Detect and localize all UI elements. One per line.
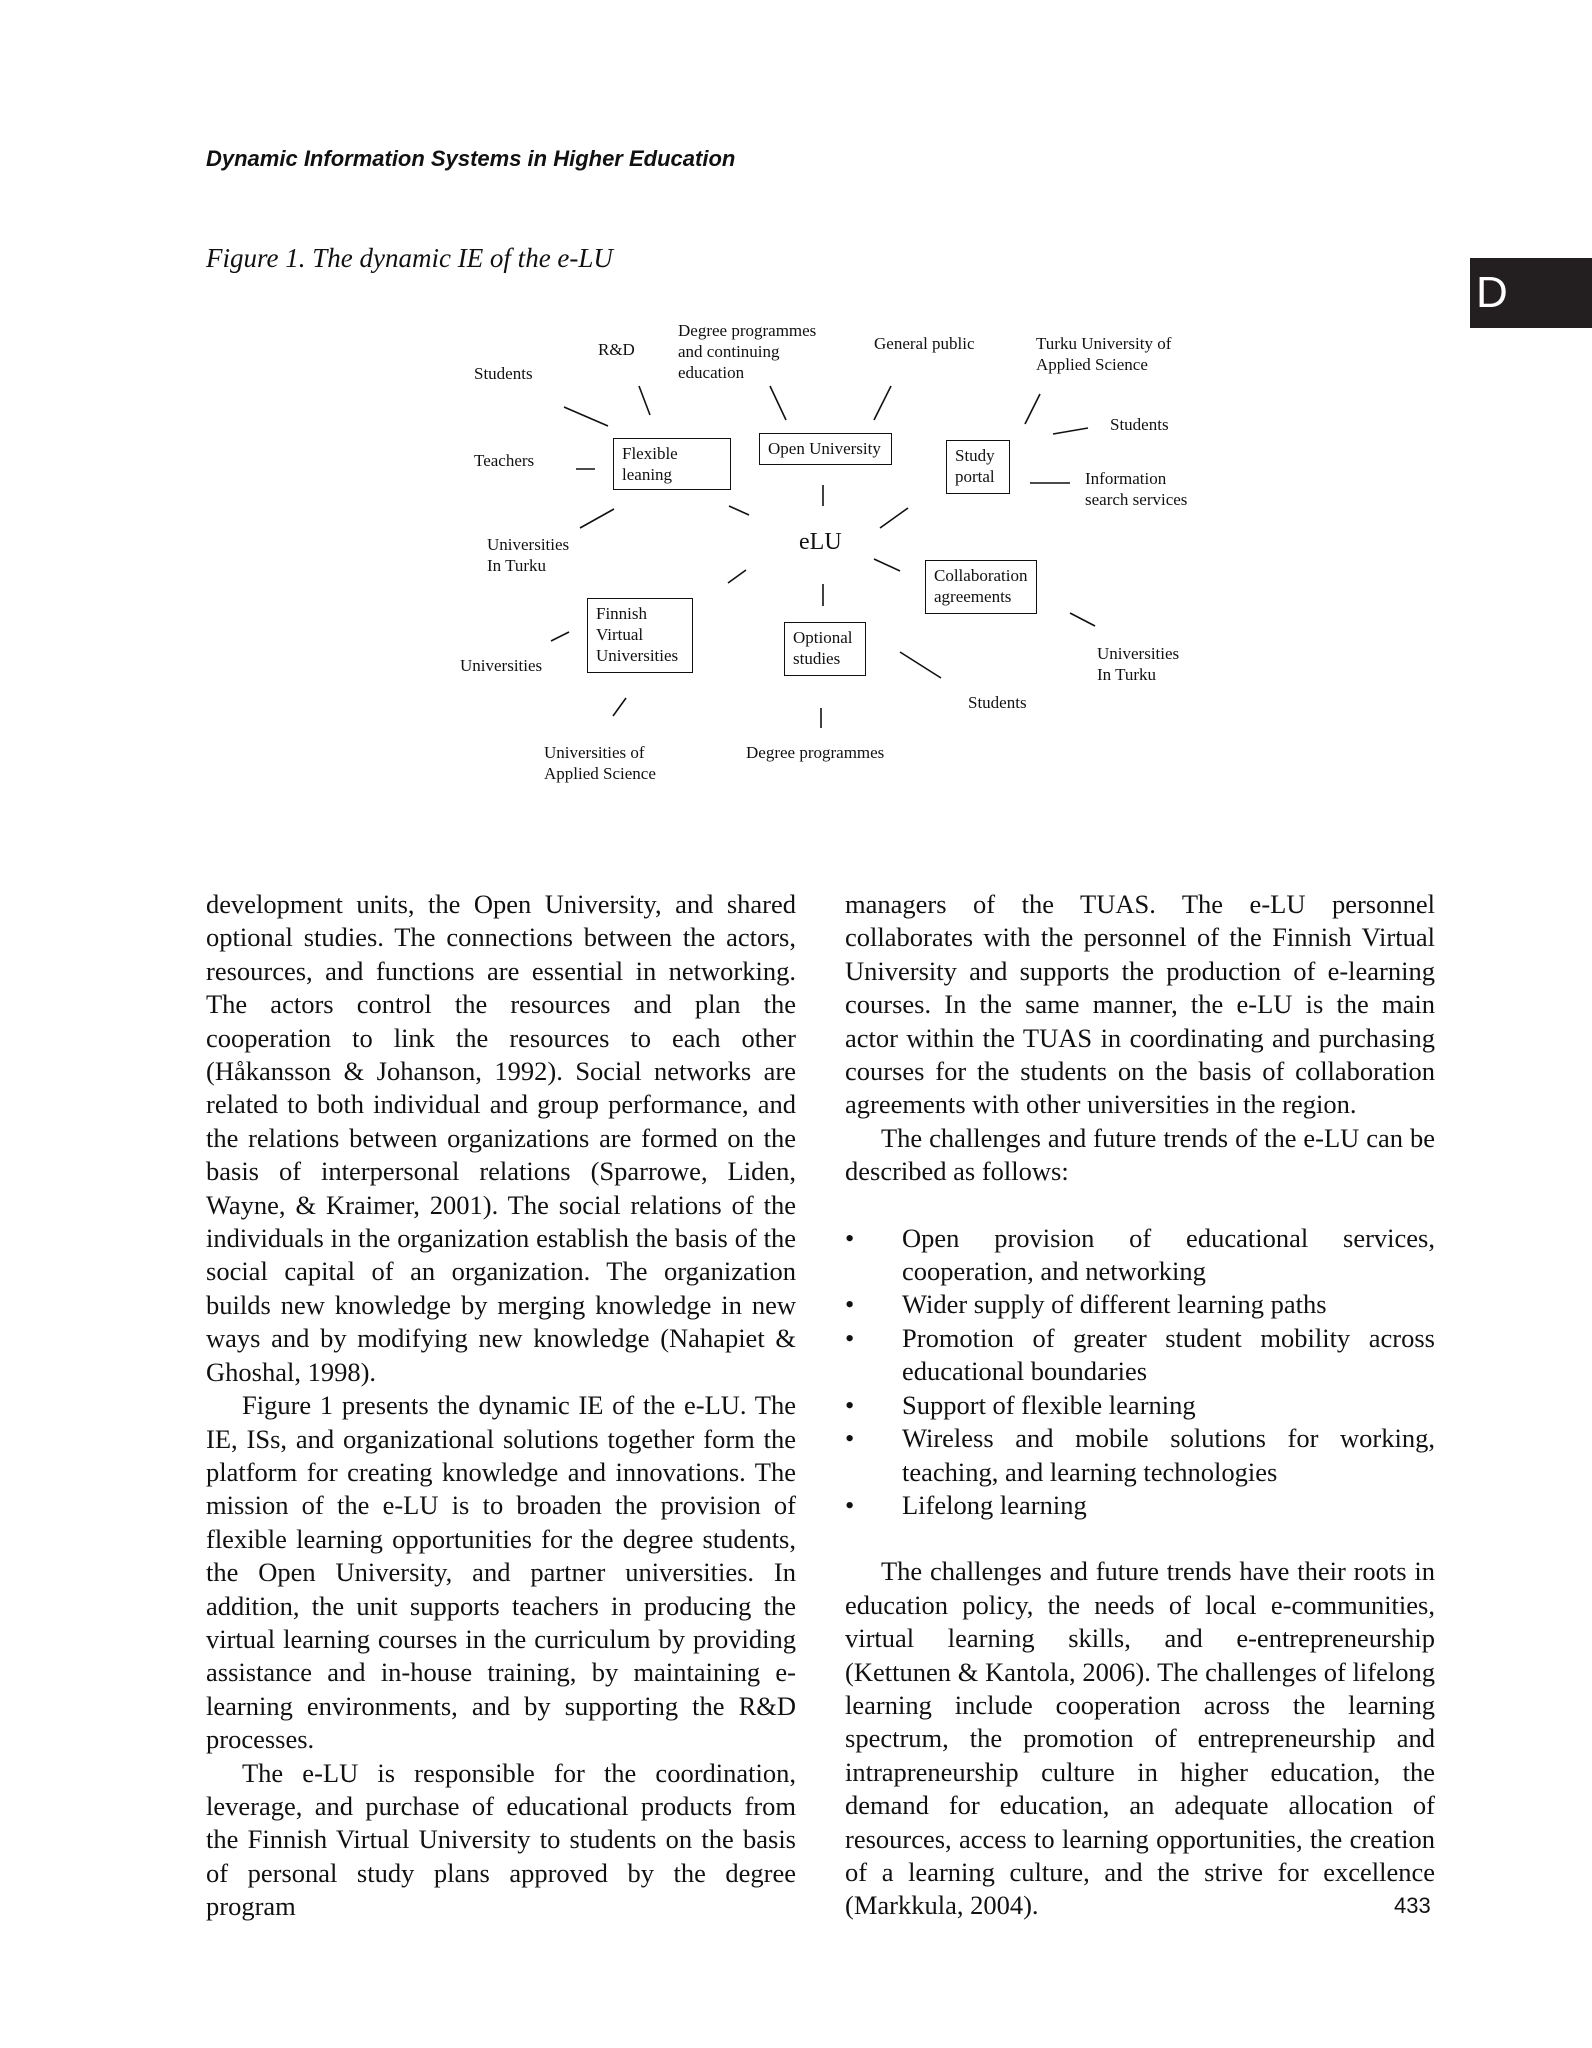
box-open-university: Open University	[759, 433, 892, 465]
figure-diagram	[440, 310, 1220, 800]
connector	[580, 509, 614, 528]
figure-caption: Figure 1. The dynamic IE of the e-LU	[206, 243, 613, 273]
connector	[1025, 394, 1040, 424]
paragraph: The e-LU is responsible for the coordination, leverage, and purchase of educational products from the Finnish Virtual University to students on the basis of personal study plans approved by the degree program	[206, 1757, 796, 1922]
connector	[770, 386, 786, 420]
right-column	[845, 888, 1435, 1923]
label-universities-turku: Universities In Turku	[1097, 644, 1180, 684]
label-teachers: Teachers	[474, 451, 535, 470]
box-finnish-virtual-universities: Finnish Virtual Universities	[587, 598, 693, 673]
connector	[728, 570, 746, 583]
paragraph: The challenges and future trends of the e-LU can be described as follows:	[845, 1122, 1435, 1187]
box-study-portal: Study portal	[946, 440, 1010, 494]
list-item: • Open provision of educational services, cooperation, and networking	[845, 1222, 1435, 1289]
connector	[874, 559, 900, 571]
list-item: • Wider supply of different learning paths	[845, 1288, 1435, 1321]
bullet-list	[845, 1222, 1435, 1523]
box-flexible-learning: Flexible leaning	[613, 438, 731, 490]
label-students: Students	[968, 693, 1027, 712]
label-students: Students	[474, 364, 533, 383]
running-title: Dynamic Information Systems in Higher Education	[206, 146, 736, 171]
connector	[874, 386, 891, 420]
section-tab: D	[1470, 258, 1592, 328]
label-students: Students	[1110, 415, 1169, 434]
label-rd: R&D	[598, 340, 635, 359]
connector	[564, 407, 608, 426]
box-optional-studies: Optional studies	[784, 622, 866, 676]
list-item: • Promotion of greater student mobility across educational boundaries	[845, 1322, 1435, 1389]
connector	[900, 652, 941, 678]
label-degree-continuing: Degree programmes and continuing education	[678, 321, 817, 382]
paragraph: Figure 1 presents the dynamic IE of the e-LU. The IE, ISs, and organizational solutions together form the platform for creating knowledge and innovations. The mission of the e-LU is to broaden the provision of flexible learning opportunities for the degree students, the Open University, and partner universities. In addition, the unit supports teachers in producing the virtual learning courses in the curriculum by providing assistance and in-house training, by maintaining e-learning environments, and by supporting the R&D processes.	[206, 1390, 796, 1755]
left-column	[206, 888, 796, 1924]
paragraph: The challenges and future trends have their roots in education policy, the needs of local e-communities, virtual learning skills, and e-entrepreneurship (Kettunen & Kantola, 2006). The challenges of lifelong learning include cooperation across the learning spectrum, the promotion of entrepreneurship and intrapreneurship culture in higher education, the demand for education, an adequate allocation of resources, access to learning opportunities, the creation of a learning culture, and the strive for excellence (Markkula, 2004).	[845, 1556, 1435, 1921]
page-number: 433	[1394, 1893, 1431, 1918]
center-elu: eLU	[799, 529, 842, 555]
label-degree-programmes: Degree programmes	[746, 743, 885, 762]
connector	[639, 386, 650, 415]
connector	[551, 632, 569, 641]
label-universities-turku: Universities In Turku	[487, 535, 570, 575]
label-universities-applied: Universities of Applied Science	[544, 743, 656, 783]
label-general-public: General public	[874, 334, 975, 353]
list-item: • Wireless and mobile solutions for working, teaching, and learning technologies	[845, 1422, 1435, 1489]
connector	[1070, 613, 1095, 626]
paragraph: development units, the Open University, and shared optional studies. The connections between the actors, resources, and functions are essential in networking. The actors control the resources and plan the cooperation to link the resources to each other (Håkansson & Johanson, 1992). Social networks are related to both individual and group performance, and the relations between organizations are formed on the basis of interpersonal relations (Sparrowe, Liden, Wayne, & Kraimer, 2001). The social relations of the individuals in the organization establish the basis of the social capital of an organization. The organization builds new knowledge by merging knowledge in new ways and by modifying new knowledge (Nahapiet & Ghoshal, 1998).	[206, 889, 796, 1387]
connector	[613, 698, 626, 716]
label-universities: Universities	[460, 656, 543, 675]
list-item: • Support of flexible learning	[845, 1389, 1435, 1422]
list-item: • Lifelong learning	[845, 1489, 1435, 1522]
connector	[1053, 428, 1088, 434]
label-turku-uas: Turku University of Applied Science	[1036, 334, 1172, 374]
box-collaboration-agreements: Collaboration agreements	[925, 560, 1037, 614]
connector	[880, 508, 908, 528]
paragraph: managers of the TUAS. The e-LU personnel collaborates with the personnel of the Finnish Virtual University and supports the production of e-learning courses. In the same manner, the e-LU is the main actor within the TUAS in coordinating and purchasing courses for the students on the basis of collaboration agreements with other universities in the region.	[845, 889, 1435, 1120]
label-information-search: Information search services	[1085, 469, 1188, 509]
connector	[729, 506, 749, 515]
